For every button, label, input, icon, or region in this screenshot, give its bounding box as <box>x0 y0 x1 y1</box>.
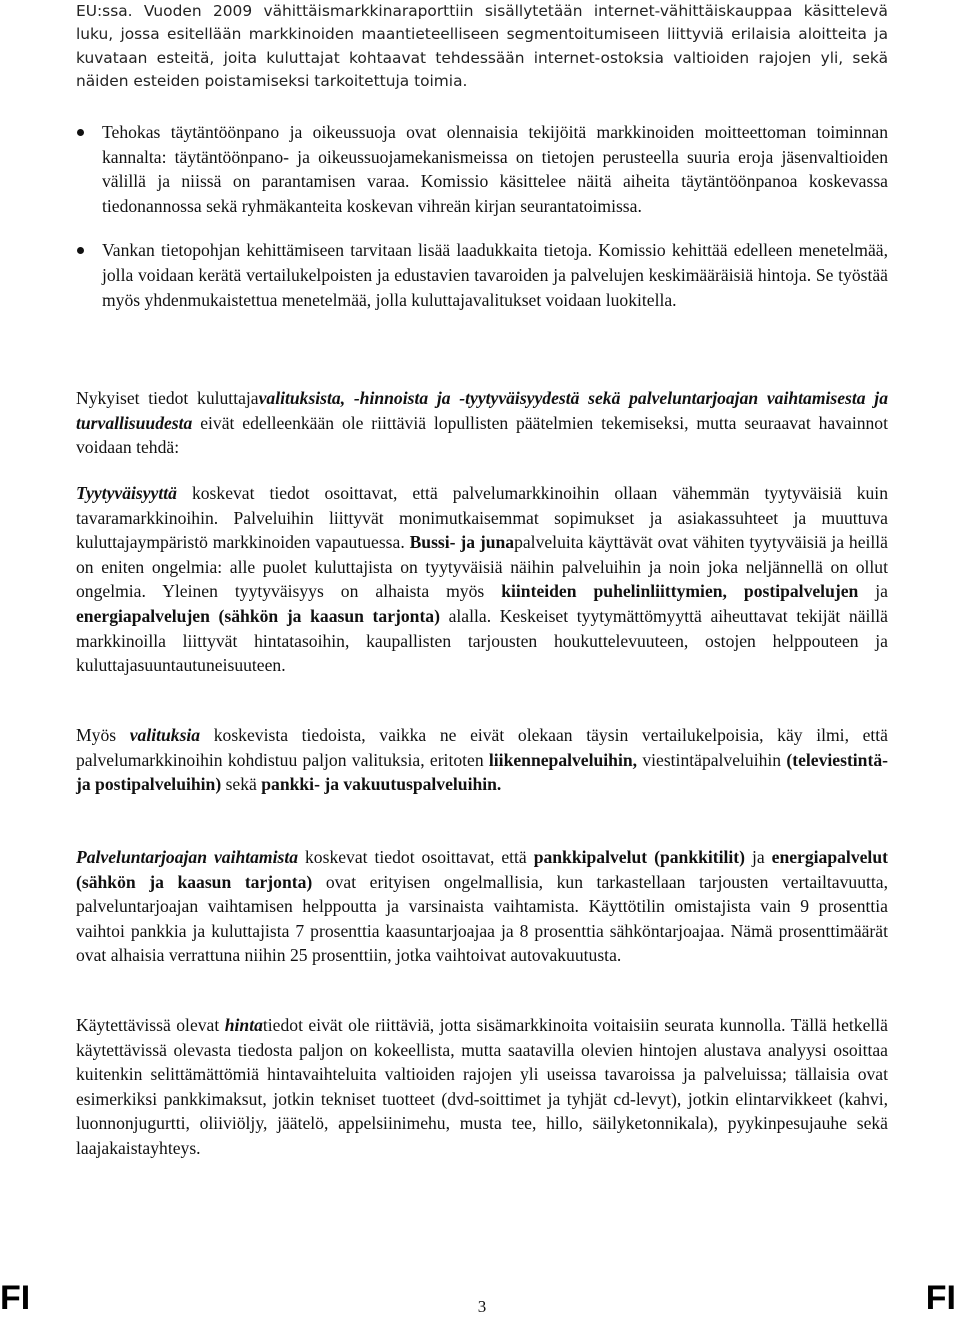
bullet-list <box>76 120 888 332</box>
bold-text: pankkipalvelut (pankkitilit) <box>533 847 746 867</box>
paragraph-prices <box>76 1013 888 1161</box>
bold-text: liikennepalveluihin, <box>488 749 638 770</box>
intro-paragraph <box>76 0 888 94</box>
bullet-dot-icon <box>77 247 84 254</box>
text-run: ovat erityisen ongelmallisia, kun tarkastellaan tarjousten vertailtavuutta, palveluntarjoajan vaihtamisen helppoutta ja varsinaista vaihtamista. Käyttötilin omistajista vain 9 prosenttia vaihtoi pankkia ja kuluttajista 7 prosenttia kaasuntarjoajaa ja 8 prosenttia sähköntarjoajaa. Nämä prosenttimäärät ovat alhaisia verrattuna niihin 25 prosenttiin, jotka vaihtoivat autovakuutusta. <box>76 871 888 966</box>
bullet-item-enforcement <box>76 120 888 218</box>
text-run: Käytettävissä olevat <box>76 1015 225 1035</box>
paragraph-satisfaction <box>76 481 888 678</box>
text-run: ja <box>858 581 888 602</box>
text-run: koskevat tiedot osoittavat, että palvelumarkkinoihin ollaan vähemmän tyytyväisiä kuin tavaramarkkinoihin. Palveluihin liittyvät monimutkaisemmat sopimukset ja asiakassuhteet ja muuttuva kuluttajaympäristö markkinoiden vapautuessa. <box>76 483 888 553</box>
emphasis-text: Tyytyväisyyttä <box>76 483 177 503</box>
text-run: koskevat tiedot osoittavat, että <box>298 847 534 867</box>
text-run: eivät edelleenkään ole riittäviä lopullisten päätelmien tekemiseksi, mutta seuraavat havainnot voidaan tehdä: <box>76 412 888 458</box>
bullet-item-data <box>76 238 888 312</box>
paragraph-complaints <box>76 723 888 797</box>
footer-language-left: FI <box>0 1279 31 1317</box>
bold-text: energiapalvelujen (sähkön ja kaasun tarjonta) <box>76 605 440 626</box>
text-run: koskevista tiedoista, vaikka ne eivät olekaan täysin vertailukelpoisia, käy ilmi, että palvelumarkkinoihin kohdistuu paljon valituksia, eritoten <box>76 725 888 770</box>
bullet-text: Tehokas täytäntöönpano ja oikeussuoja ovat olennaisia tekijöitä markkinoiden moitteettoman toiminnan kannalta: täytäntöönpano- ja oikeussuojamekanismeissa on tietojen perusteella suuria eroja jäsenvaltioiden välillä ja niissä on parantamisen varaa. Komissio käsittelee näitä aiheita täytäntöönpanoa koskevassa tiedonannossa sekä ryhmäkanteita koskevan vihreän kirjan seurantatoimissa. <box>102 122 888 216</box>
bold-text: (televiestintä- ja postipalveluihin) <box>76 749 888 795</box>
paragraph-current-data <box>76 386 888 460</box>
emphasis-text: valituksia <box>129 725 201 745</box>
text-run: palveluita käyttävät ovat vähiten tyytyväisiä ja heillä on eniten ongelmia: alle puolet kuluttajista on tyytyväisiä näihin palveluihin ja noin joka neljännellä on ollut ongelmia. Yleinen tyytyväisyys on alhaista myös <box>76 532 888 602</box>
paragraph-switching <box>76 845 888 968</box>
emphasis-text: valituksista, -hinnoista ja -tyytyväisyydestä sekä palveluntarjoajan vaihtamisesta ja turvallisuudesta <box>76 388 888 433</box>
bold-text: pankki- ja vakuutuspalveluihin. <box>261 774 502 795</box>
bold-text: Bussi- ja juna <box>409 532 515 553</box>
emphasis-text: Palveluntarjoajan vaihtamista <box>76 847 299 867</box>
text-run: Nykyiset tiedot kuluttaja <box>76 388 259 408</box>
text-run: tiedot eivät ole riittäviä, jotta sisämarkkinoita voitaisiin seurata kunnolla. Tällä hetkellä käytettävissä olevasta tiedosta paljon on kokeellista, mutta saatavilla olevien hintojen alustava analyysi osoittaa kuitenkin selittämättömiä hintavaihteluita valtioiden rajojen yli useissa tavaroissa ja palveluissa; tällaisia ovat esimerkiksi pankkimaksut, jotkin tekniset tuotteet (dvd-soittimet ja tyhjät cd-levyt), jotkin elintarvikkeet (kahvi, luonnonjugurtti, oliiviöljy, jäätelö, appelsiinimehu, musta tee, hillo, säilyketonnikala), pyykinpesujauhe sekä laajakaistayhteys. <box>76 1015 888 1158</box>
text-run: Myös <box>76 725 130 745</box>
page-number: 3 <box>477 1297 487 1316</box>
text-run: viestintäpalveluihin <box>637 749 787 770</box>
text-run: ja <box>745 847 772 867</box>
bold-text: energiapalvelut (sähkön ja kaasun tarjonta) <box>76 847 888 892</box>
intro-text: Vuoden 2009 vähittäismarkkinaraporttiin sisällytetään internet-vähittäiskauppaa käsittelevä luku, jossa esitellään markkinoiden maantieteelliseen segmentoitumiseen liittyviä erilaisia aloitteita ja kuvataan esteitä, joita kuluttajat kohtaavat tehdessään internet-ostoksia valtioiden rajojen yli, sekä näiden esteiden poistamiseksi tarkoitettuja toimia. <box>76 2 888 91</box>
text-run: sekä <box>221 774 262 795</box>
bold-text: kiinteiden puhelinliittymien, postipalvelujen <box>501 581 859 602</box>
emphasis-text: hinta <box>224 1015 263 1035</box>
intro-prefix: EU:ssa. <box>76 2 133 20</box>
footer-language-right: FI <box>925 1279 956 1317</box>
text-run: alalla. Keskeiset tyytymättömyyttä aiheuttavat tekijät näillä markkinoilla liittyvät hintatasoihin, kaupallisten tarjousten houkuttelevuuteen, ostojen helppouteen ja kuluttajasuuntautuneisuuteen. <box>76 605 888 676</box>
bullet-dot-icon <box>77 129 84 136</box>
bullet-text: Vankan tietopohjan kehittämiseen tarvitaan lisää laadukkaita tietoja. Komissio kehittää edelleen menetelmää, jolla voidaan kerätä vertailukelpoisten ja edustavien tavaroiden ja palvelujen keskimääräisiä hintoja. Se työstää myös yhdenmukaistettua menetelmää, jolla kuluttajavalitukset voidaan luokitella. <box>102 240 888 310</box>
